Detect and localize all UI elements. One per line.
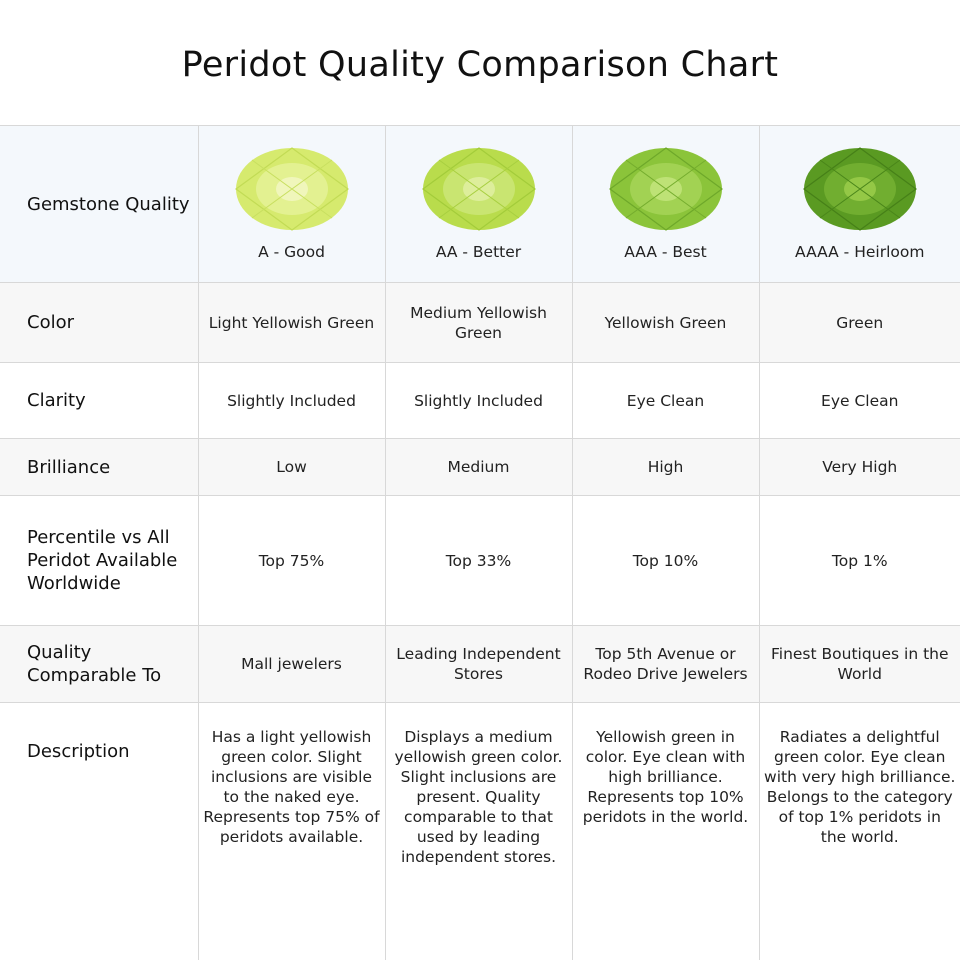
grade-cell-aaaa xyxy=(759,126,960,283)
table-cell: Very High xyxy=(759,439,960,496)
table-cell: Top 33% xyxy=(385,496,572,626)
row-label: Description xyxy=(0,703,198,960)
row-label: Clarity xyxy=(0,363,198,439)
table-cell: Eye Clean xyxy=(759,363,960,439)
brilliance-row xyxy=(0,439,960,496)
grade-cell-a xyxy=(198,126,385,283)
table-cell: Leading Independent Stores xyxy=(385,626,572,703)
table-cell: Light Yellowish Green xyxy=(198,283,385,363)
oval-peridot-light-icon xyxy=(234,146,350,232)
table-cell: Top 10% xyxy=(572,496,759,626)
table-cell: Medium Yellowish Green xyxy=(385,283,572,363)
table-cell: Displays a medium yellowish green color. Slight inclusions are present. Quality comparable to that used by leading independent stores. xyxy=(385,703,572,960)
table-cell: Yellowish green in color. Eye clean with high brilliance. Represents top 10% peridots in the world. xyxy=(572,703,759,960)
table-cell: Low xyxy=(198,439,385,496)
grade-cell-aaa xyxy=(572,126,759,283)
comparable-row xyxy=(0,626,960,703)
quality-comparison-table xyxy=(0,125,960,960)
table-cell: Mall jewelers xyxy=(198,626,385,703)
table-cell: Medium xyxy=(385,439,572,496)
grade-label: AAA - Best xyxy=(624,243,707,261)
table-cell: Finest Boutiques in the World xyxy=(759,626,960,703)
table-cell: Slightly Included xyxy=(385,363,572,439)
oval-peridot-bright-icon xyxy=(608,146,724,232)
row-label: Gemstone Quality xyxy=(0,126,198,283)
clarity-row xyxy=(0,363,960,439)
color-row xyxy=(0,283,960,363)
page-title: Peridot Quality Comparison Chart xyxy=(181,45,779,85)
grade-label: AA - Better xyxy=(435,243,522,261)
oval-peridot-deep-icon xyxy=(802,146,918,232)
grade-cell-aa xyxy=(385,126,572,283)
table-cell: Top 75% xyxy=(198,496,385,626)
table-cell: Green xyxy=(759,283,960,363)
row-label: Color xyxy=(0,283,198,363)
table-cell: Eye Clean xyxy=(572,363,759,439)
table-cell: Yellowish Green xyxy=(572,283,759,363)
row-label: Brilliance xyxy=(0,439,198,496)
row-label: Quality Comparable To xyxy=(0,626,198,703)
grade-label: AAAA - Heirloom xyxy=(795,243,925,261)
table-cell: Top 5th Avenue or Rodeo Drive Jewelers xyxy=(572,626,759,703)
oval-peridot-medium-icon xyxy=(421,146,537,232)
table-cell: Has a light yellowish green color. Slight inclusions are visible to the naked eye. Represents top 75% of peridots available. xyxy=(198,703,385,960)
table-cell: High xyxy=(572,439,759,496)
percentile-row xyxy=(0,496,960,626)
table-cell: Radiates a delightful green color. Eye clean with very high brilliance. Belongs to the category of top 1% peridots in the world. xyxy=(759,703,960,960)
description-row xyxy=(0,703,960,960)
table-cell: Top 1% xyxy=(759,496,960,626)
gemstone-quality-row xyxy=(0,126,960,283)
row-label: Percentile vs All Peridot Available Worldwide xyxy=(0,496,198,626)
table-cell: Slightly Included xyxy=(198,363,385,439)
grade-label: A - Good xyxy=(258,243,325,261)
